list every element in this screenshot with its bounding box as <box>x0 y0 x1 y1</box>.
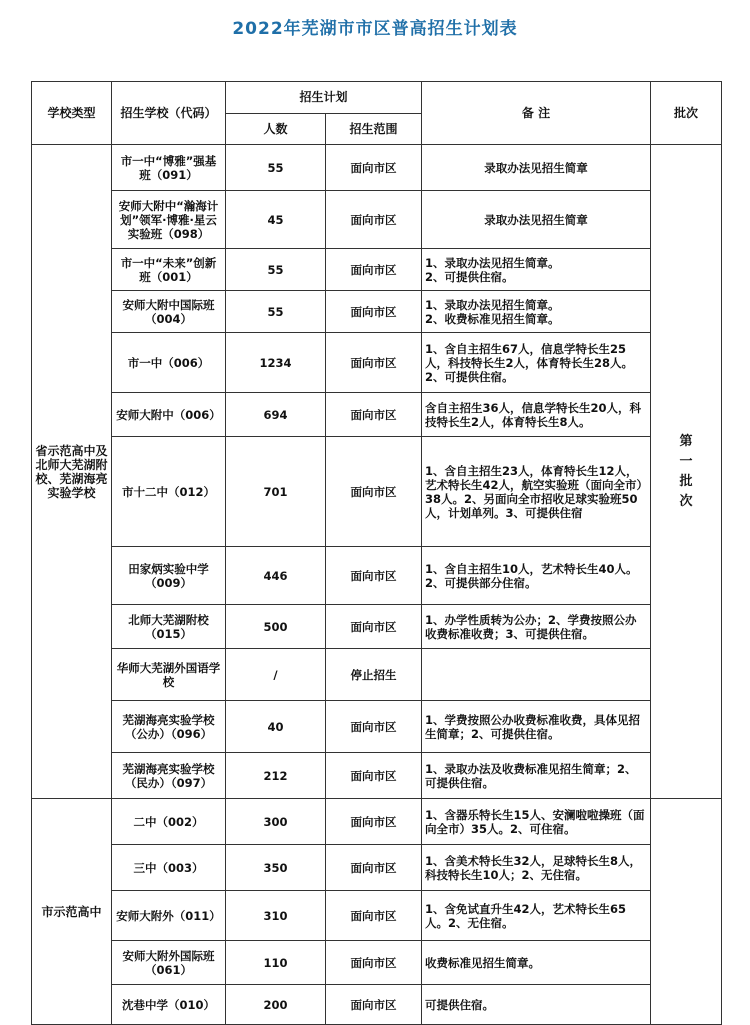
school-cell: 二中（002） <box>112 799 226 845</box>
count-cell: 200 <box>226 985 326 1025</box>
enrollment-table-container <box>31 81 721 1025</box>
table-row <box>32 437 722 547</box>
count-cell: 55 <box>226 145 326 191</box>
note-cell: 1、录取办法及收费标准见招生简章；2、可提供住宿。 <box>422 753 651 799</box>
note-cell: 1、含器乐特长生15人、安澜啦啦操班（面向全市）35人。2、可住宿。 <box>422 799 651 845</box>
scope-cell: 面向市区 <box>326 799 422 845</box>
count-cell: 701 <box>226 437 326 547</box>
count-cell: 694 <box>226 393 326 437</box>
count-cell: 500 <box>226 605 326 649</box>
school-type-cell: 市示范高中 <box>32 799 112 1025</box>
count-cell: 212 <box>226 753 326 799</box>
table-row <box>32 985 722 1025</box>
scope-cell: 面向市区 <box>326 249 422 291</box>
header-plan: 招生计划 <box>226 82 422 114</box>
table-row <box>32 191 722 249</box>
scope-cell: 面向市区 <box>326 985 422 1025</box>
scope-cell: 停止招生 <box>326 649 422 701</box>
scope-cell: 面向市区 <box>326 941 422 985</box>
scope-cell: 面向市区 <box>326 753 422 799</box>
scope-cell: 面向市区 <box>326 393 422 437</box>
note-cell: 录取办法见招生简章 <box>422 145 651 191</box>
note-cell <box>422 649 651 701</box>
school-cell: 北师大芜湖附校（015） <box>112 605 226 649</box>
school-cell: 芜湖海亮实验学校（民办）（097） <box>112 753 226 799</box>
table-row <box>32 941 722 985</box>
table-row <box>32 249 722 291</box>
table-row <box>32 891 722 941</box>
count-cell: 350 <box>226 845 326 891</box>
batch-label: 第一批次 <box>679 433 693 509</box>
note-cell: 1、含美术特长生32人，足球特长生8人，科技特长生10人；2、无住宿。 <box>422 845 651 891</box>
table-row <box>32 605 722 649</box>
note-cell: 含自主招生36人，信息学特长生20人，科技特长生2人，体育特长生8人。 <box>422 393 651 437</box>
header-count: 人数 <box>226 113 326 145</box>
table-row <box>32 649 722 701</box>
scope-cell: 面向市区 <box>326 701 422 753</box>
scope-cell: 面向市区 <box>326 437 422 547</box>
table-row <box>32 333 722 393</box>
school-cell: 安师大附中（006） <box>112 393 226 437</box>
batch-cell <box>651 145 722 799</box>
page-title: 2022年芜湖市市区普高招生计划表 <box>232 19 518 39</box>
count-cell: 40 <box>226 701 326 753</box>
header-scope: 招生范围 <box>326 113 422 145</box>
scope-cell: 面向市区 <box>326 891 422 941</box>
note-cell: 1、录取办法见招生简章。 2、收费标准见招生简章。 <box>422 291 651 333</box>
school-cell: 安师大附中“瀚海计划”领军·博雅·星云实验班（098） <box>112 191 226 249</box>
note-cell: 收费标准见招生简章。 <box>422 941 651 985</box>
count-cell: 446 <box>226 547 326 605</box>
note-cell: 1、含免试直升生42人，艺术特长生65人。2、无住宿。 <box>422 891 651 941</box>
school-cell: 市一中（006） <box>112 333 226 393</box>
table-row <box>32 291 722 333</box>
count-cell: 45 <box>226 191 326 249</box>
school-cell: 沈巷中学（010） <box>112 985 226 1025</box>
school-cell: 安师大附外（011） <box>112 891 226 941</box>
header-remarks: 备 注 <box>422 82 651 145</box>
note-cell: 录取办法见招生简章 <box>422 191 651 249</box>
batch-cell-empty <box>651 799 722 1025</box>
count-cell: 1234 <box>226 333 326 393</box>
scope-cell: 面向市区 <box>326 605 422 649</box>
header-school: 招生学校（代码） <box>112 82 226 145</box>
scope-cell: 面向市区 <box>326 547 422 605</box>
school-cell: 市一中“博雅”强基班（091） <box>112 145 226 191</box>
school-cell: 三中（003） <box>112 845 226 891</box>
note-cell: 1、录取办法见招生简章。 2、可提供住宿。 <box>422 249 651 291</box>
school-cell: 安师大附中国际班（004） <box>112 291 226 333</box>
school-cell: 芜湖海亮实验学校（公办）（096） <box>112 701 226 753</box>
table-row <box>32 547 722 605</box>
note-cell: 可提供住宿。 <box>422 985 651 1025</box>
table-row <box>32 393 722 437</box>
count-cell: 300 <box>226 799 326 845</box>
note-cell: 1、办学性质转为公办；2、学费按照公办收费标准收费；3、可提供住宿。 <box>422 605 651 649</box>
scope-cell: 面向市区 <box>326 291 422 333</box>
header-school-type: 学校类型 <box>32 82 112 145</box>
note-cell: 1、含自主招生67人，信息学特长生25人，科技特长生2人，体育特长生28人。2、可提供住宿。 <box>422 333 651 393</box>
header-batch: 批次 <box>651 82 722 145</box>
school-cell: 市一中“未来”创新班（001） <box>112 249 226 291</box>
school-cell: 安师大附外国际班（061） <box>112 941 226 985</box>
school-cell: 华师大芜湖外国语学校 <box>112 649 226 701</box>
count-cell: 55 <box>226 291 326 333</box>
school-cell: 市十二中（012） <box>112 437 226 547</box>
scope-cell: 面向市区 <box>326 333 422 393</box>
count-cell: 55 <box>226 249 326 291</box>
count-cell: 310 <box>226 891 326 941</box>
school-cell: 田家炳实验中学（009） <box>112 547 226 605</box>
table-row <box>32 799 722 845</box>
table-row <box>32 753 722 799</box>
count-cell: / <box>226 649 326 701</box>
note-cell: 1、含自主招生23人，体育特长生12人，艺术特长生42人，航空实验班（面向全市）38人。2、另面向全市招收足球实验班50人，计划单列。3、可提供住宿 <box>422 437 651 547</box>
table-row <box>32 145 722 191</box>
note-cell: 1、含自主招生10人，艺术特长生40人。2、可提供部分住宿。 <box>422 547 651 605</box>
scope-cell: 面向市区 <box>326 845 422 891</box>
table-row <box>32 845 722 891</box>
table-row <box>32 701 722 753</box>
count-cell: 110 <box>226 941 326 985</box>
note-cell: 1、学费按照公办收费标准收费，具体见招生简章；2、可提供住宿。 <box>422 701 651 753</box>
school-type-cell: 省示范高中及北师大芜湖附校、芜湖海亮实验学校 <box>32 145 112 799</box>
scope-cell: 面向市区 <box>326 145 422 191</box>
scope-cell: 面向市区 <box>326 191 422 249</box>
enrollment-table <box>31 81 722 1025</box>
